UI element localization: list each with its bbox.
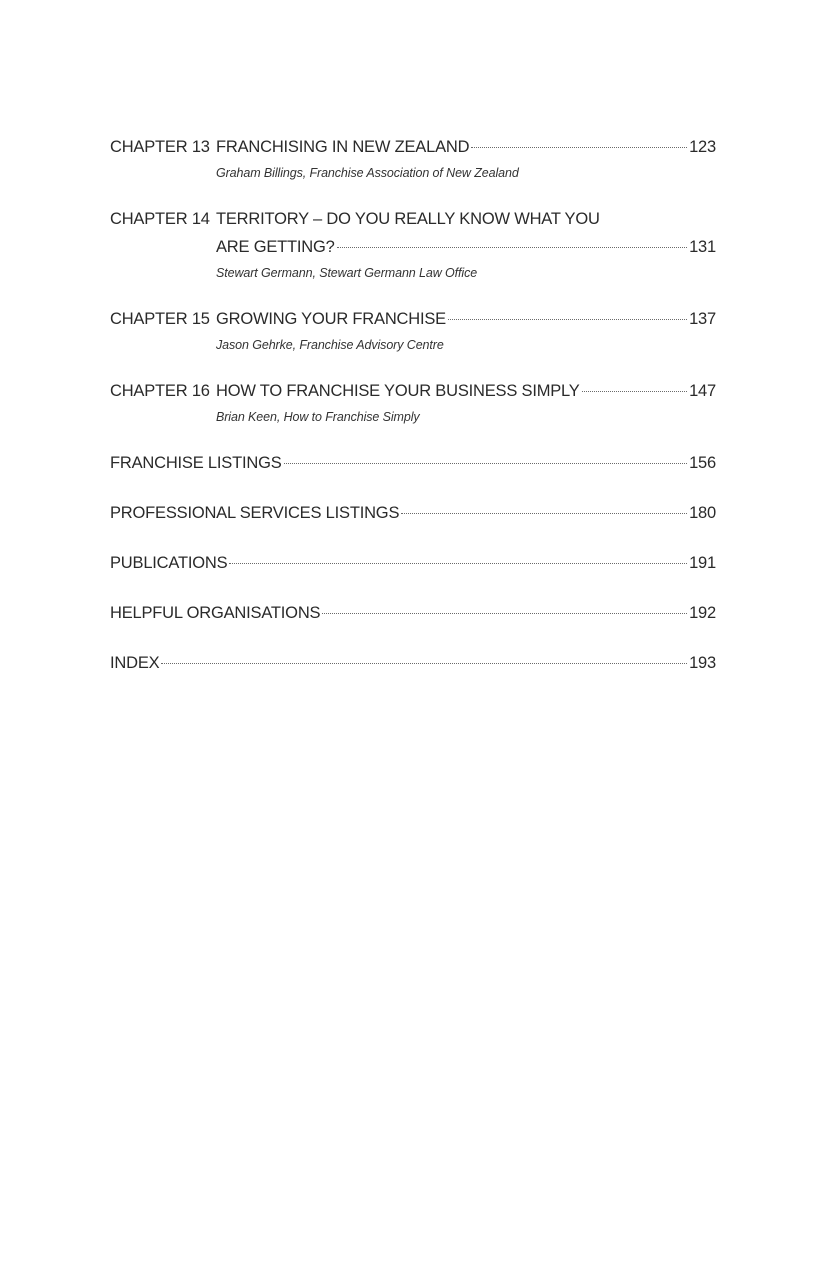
chapter-number: CHAPTER 16: [110, 382, 210, 400]
chapter-number: CHAPTER 14: [110, 210, 210, 228]
chapter-body: [216, 380, 716, 426]
chapter-title-line: [216, 308, 716, 330]
chapter-author: Stewart Germann, Stewart Germann Law Office: [216, 266, 478, 280]
toc-chapter-16[interactable]: [110, 380, 716, 426]
chapter-number: CHAPTER 15: [110, 310, 210, 328]
dot-leader: [471, 147, 687, 148]
dot-leader: [161, 663, 687, 664]
section-title-line: [110, 602, 716, 624]
chapter-title-line: [216, 136, 716, 158]
section-title: PUBLICATIONS: [110, 554, 228, 572]
toc-franchise-listings[interactable]: [110, 452, 716, 481]
section-title: INDEX: [110, 654, 160, 672]
chapter-title: FRANCHISING IN NEW ZEALAND: [216, 138, 470, 156]
chapter-title-line-1: TERRITORY – DO YOU REALLY KNOW WHAT YOU: [216, 210, 600, 228]
page-number: 193: [689, 654, 716, 672]
page-number: 123: [689, 138, 716, 156]
dot-leader: [284, 463, 688, 464]
toc-chapter-15[interactable]: [110, 308, 716, 354]
page-number: 192: [689, 604, 716, 622]
section-title: PROFESSIONAL SERVICES LISTINGS: [110, 504, 400, 522]
section-title: FRANCHISE LISTINGS: [110, 454, 282, 472]
chapter-title-line: [216, 236, 716, 258]
chapter-author: Brian Keen, How to Franchise Simply: [216, 410, 420, 424]
chapter-author: Graham Billings, Franchise Association of New Zealand: [216, 166, 519, 180]
dot-leader: [337, 247, 687, 248]
page-number: 156: [689, 454, 716, 472]
page-number: 147: [689, 382, 716, 400]
toc-professional-services-listings[interactable]: [110, 502, 716, 531]
section-title-line: [110, 652, 716, 674]
table-of-contents: [110, 136, 716, 681]
toc-chapter-14[interactable]: [110, 208, 716, 282]
chapter-title: GROWING YOUR FRANCHISE: [216, 310, 446, 328]
section-body: [110, 602, 716, 631]
chapter-body: [216, 308, 716, 354]
dot-leader: [401, 513, 687, 514]
chapter-body: [216, 136, 716, 182]
dot-leader: [229, 563, 687, 564]
chapter-title: ARE GETTING?: [216, 238, 335, 256]
chapter-body: [216, 208, 716, 282]
toc-helpful-organisations[interactable]: [110, 602, 716, 631]
section-title-line: [110, 452, 716, 474]
page-number: 180: [689, 504, 716, 522]
section-title-line: [110, 552, 716, 574]
chapter-title: HOW TO FRANCHISE YOUR BUSINESS SIMPLY: [216, 382, 580, 400]
dot-leader: [448, 319, 687, 320]
page-number: 131: [689, 238, 716, 256]
section-body: [110, 552, 716, 581]
chapter-number: CHAPTER 13: [110, 138, 210, 156]
chapter-author: Jason Gehrke, Franchise Advisory Centre: [216, 338, 444, 352]
section-body: [110, 652, 716, 681]
dot-leader: [322, 613, 687, 614]
section-title-line: [110, 502, 716, 524]
page-number: 191: [689, 554, 716, 572]
section-title: HELPFUL ORGANISATIONS: [110, 604, 321, 622]
section-body: [110, 502, 716, 531]
dot-leader: [582, 391, 687, 392]
section-body: [110, 452, 716, 481]
toc-publications[interactable]: [110, 552, 716, 581]
toc-chapter-13[interactable]: [110, 136, 716, 182]
page-number: 137: [689, 310, 716, 328]
toc-index[interactable]: [110, 652, 716, 681]
chapter-title-line: [216, 380, 716, 402]
